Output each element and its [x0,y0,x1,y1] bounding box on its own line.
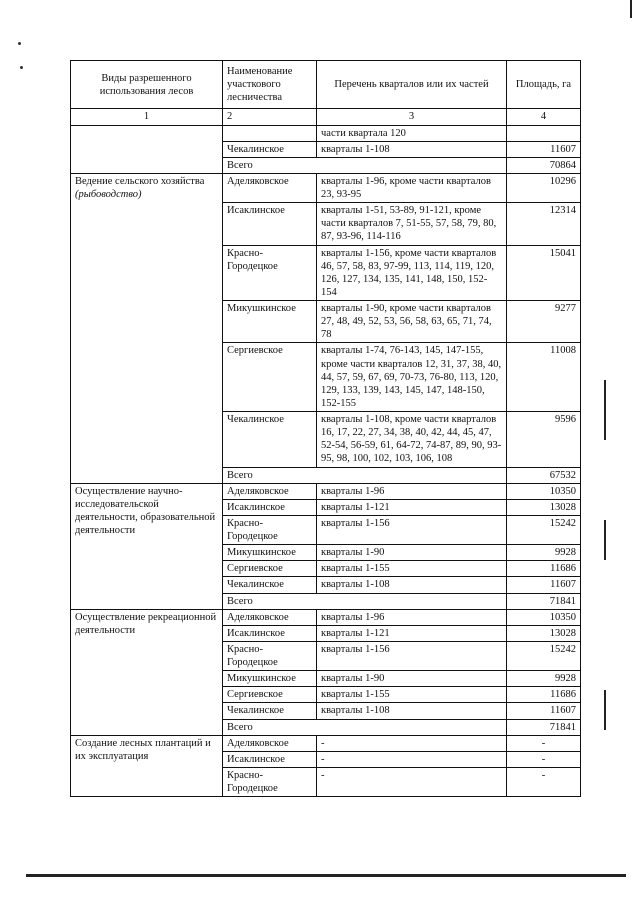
forestry-name: Сергиевское [223,687,317,703]
area-value: 11686 [507,687,581,703]
area-value: 10350 [507,483,581,499]
page-edge-mark [630,0,632,18]
table-row [71,609,581,625]
quarters-list: - [317,767,507,796]
column-number: 3 [317,109,507,125]
quarters-list: кварталы 1-121 [317,625,507,641]
area-value: 11686 [507,561,581,577]
forestry-name: Сергиевское [223,561,317,577]
forestry-name: Аделяковское [223,609,317,625]
area-value: 11607 [507,577,581,593]
use-type-cell: Осуществление рекреационной деятельности [71,609,223,735]
quarters-list: части квартала 120 [317,125,507,141]
quarters-list: кварталы 1-156 [317,641,507,670]
column-number: 2 [223,109,317,125]
table-row [71,735,581,751]
quarters-list: кварталы 1-96 [317,483,507,499]
area-value [507,125,581,141]
use-type-note: (рыбоводство) [75,189,142,200]
margin-mark [604,690,606,730]
total-label: Всего [223,593,507,609]
forestry-name: Красно-Городецкое [223,641,317,670]
forestry-name: Исаклинское [223,499,317,515]
column-number: 4 [507,109,581,125]
forestry-name: Чекалинское [223,703,317,719]
quarters-list: кварталы 1-108 [317,577,507,593]
total-label: Всего [223,157,507,173]
forestry-name: Аделяковское [223,173,317,202]
quarters-list: кварталы 1-51, 53-89, 91-121, кроме части кварталов 7, 51-55, 57, 58, 79, 80, 87, 93-96, 114-116 [317,203,507,245]
forestry-name: Чекалинское [223,141,317,157]
area-value: 9277 [507,301,581,343]
quarters-list: кварталы 1-108 [317,703,507,719]
total-area: 71841 [507,593,581,609]
forestry-name: Сергиевское [223,343,317,412]
table-row [71,483,581,499]
forestry-name: Красно-Городецкое [223,767,317,796]
area-value: 9596 [507,412,581,468]
quarters-list: кварталы 1-155 [317,687,507,703]
area-value: 9928 [507,545,581,561]
use-type-cell: Осуществление научно-исследовательской деятельности, образовательной деятельности [71,483,223,609]
header-quarters-list: Перечень кварталов или их частей [317,61,507,109]
forestry-name: Чекалинское [223,412,317,468]
quarters-list: кварталы 1-108 [317,141,507,157]
quarters-list: кварталы 1-121 [317,499,507,515]
quarters-list: кварталы 1-108, кроме части кварталов 16, 17, 22, 27, 34, 38, 40, 42, 44, 45, 47, 52-54, 56-59, 61, 64-72, 74-87, 89, 90, 93-95, 98, 100, 102, 103, 106, 108 [317,412,507,468]
forest-use-table [70,60,581,797]
use-type-cell: Создание лесных плантаций и их эксплуатация [71,735,223,797]
quarters-list: кварталы 1-74, 76-143, 145, 147-155, кроме части кварталов 12, 31, 37, 38, 40, 44, 57, 59, 67, 69, 70-73, 76-80, 113, 120, 129, 133, 139, 143, 145, 147, 148-150, 152-155 [317,343,507,412]
area-value: 15242 [507,515,581,544]
forestry-name: Красно-Городецкое [223,515,317,544]
total-label: Всего [223,467,507,483]
total-area: 70864 [507,157,581,173]
forestry-name: Исаклинское [223,625,317,641]
area-value: 15242 [507,641,581,670]
forestry-name: Исаклинское [223,203,317,245]
total-area: 71841 [507,719,581,735]
quarters-list: кварталы 1-156, кроме части кварталов 46, 57, 58, 83, 97-99, 113, 114, 119, 120, 126, 127, 134, 135, 141, 148, 150, 152-154 [317,245,507,301]
column-number-row [71,109,581,125]
total-label: Всего [223,719,507,735]
use-type-label: Ведение сельского хозяйства [75,175,205,187]
area-value: 13028 [507,499,581,515]
quarters-list: - [317,751,507,767]
area-value: 12314 [507,203,581,245]
quarters-list: кварталы 1-96, кроме части кварталов 23, 93-95 [317,173,507,202]
quarters-list: кварталы 1-156 [317,515,507,544]
header-forestry-name: Наименование участкового лесничества [223,61,317,109]
area-value: 10350 [507,609,581,625]
quarters-list: кварталы 1-90, кроме части кварталов 27, 48, 49, 52, 53, 56, 58, 63, 65, 71, 74, 78 [317,301,507,343]
quarters-list: - [317,735,507,751]
area-value: 11607 [507,141,581,157]
scan-speck [20,66,23,69]
forestry-name: Красно-Городецкое [223,245,317,301]
header-use-type: Виды разрешенного использования лесов [71,61,223,109]
area-value: 10296 [507,173,581,202]
forestry-name [223,125,317,141]
total-area: 67532 [507,467,581,483]
page-bottom-rule [26,874,626,877]
use-type-cell [71,173,223,483]
quarters-list: кварталы 1-155 [317,561,507,577]
area-value: 15041 [507,245,581,301]
forestry-name: Микушкинское [223,545,317,561]
quarters-list: кварталы 1-90 [317,545,507,561]
quarters-list: кварталы 1-90 [317,671,507,687]
table-row [71,125,581,141]
margin-mark [604,520,606,560]
table-row [71,173,581,202]
forestry-name: Аделяковское [223,735,317,751]
header-area: Площадь, га [507,61,581,109]
area-value: 9928 [507,671,581,687]
forestry-name: Исаклинское [223,751,317,767]
header-row [71,61,581,109]
area-value: 11008 [507,343,581,412]
area-value: - [507,751,581,767]
margin-mark [604,380,606,440]
scan-speck [18,42,21,45]
area-value: 13028 [507,625,581,641]
use-type-cell [71,125,223,173]
forestry-name: Микушкинское [223,301,317,343]
forestry-name: Чекалинское [223,577,317,593]
quarters-list: кварталы 1-96 [317,609,507,625]
area-value: - [507,767,581,796]
area-value: 11607 [507,703,581,719]
column-number: 1 [71,109,223,125]
forestry-name: Микушкинское [223,671,317,687]
forestry-name: Аделяковское [223,483,317,499]
area-value: - [507,735,581,751]
